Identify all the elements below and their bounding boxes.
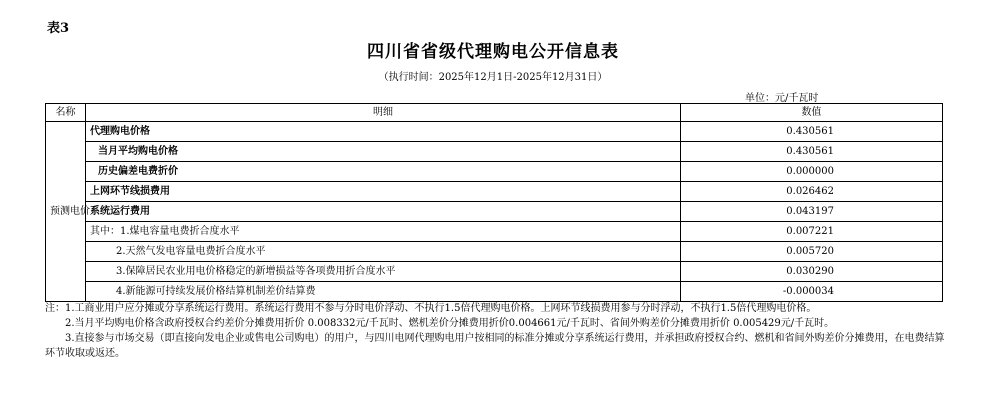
table-row: [46, 142, 943, 162]
table-row: [46, 202, 943, 222]
row-value: 0.430561: [681, 122, 943, 142]
row-value: 0.000000: [681, 162, 943, 182]
table-row: [46, 182, 943, 202]
note-3: 3.直接参与市场交易（即直接向发电企业或售电公司购电）的用户，与四川电网代理购电用户按相同的标准分摊或分享系统运行费用，并承担政府授权合约、燃机和省间外购差价分摊费用，在电费结算环节收取或返还。: [45, 333, 945, 359]
note-2: 2.当月平均购电价格含政府授权合约差价分摊费用折价 0.008332元/千瓦时、燃机差价分摊费用折价0.004661元/千瓦时、省间外购差价分摊费用折价 0.005429元/千瓦时。: [65, 318, 835, 329]
unit-label: 单位：元/千瓦时: [745, 93, 819, 104]
row-value: 0.026462: [681, 182, 943, 202]
row-label: 3.保障居民农业用电价格稳定的新增损益等各项费用折合度水平: [86, 262, 681, 282]
page-title: 四川省省级代理购电公开信息表: [367, 42, 619, 62]
table-row: [46, 282, 943, 302]
table-row: [46, 242, 943, 262]
group-label: 预测电价: [46, 122, 86, 302]
row-label: 4.新能源可持续发展价格结算机制差价结算费: [86, 282, 681, 302]
table-row: [46, 122, 943, 142]
table-number: 表3: [47, 21, 70, 36]
price-table: [45, 103, 943, 302]
row-value: -0.000034: [681, 282, 943, 302]
row-label: 当月平均购电价格: [86, 142, 681, 162]
execution-period: （执行时间：2025年12月1日-2025年12月31日）: [378, 72, 608, 83]
row-label: 代理购电价格: [86, 122, 681, 142]
table-header-row: [46, 104, 943, 122]
row-value: 0.007221: [681, 222, 943, 242]
header-name: 名称: [46, 104, 86, 122]
row-value: 0.005720: [681, 242, 943, 262]
header-detail: 明细: [86, 104, 681, 122]
row-label: 2.天然气发电容量电费折合度水平: [86, 242, 681, 262]
header-value: 数值: [681, 104, 943, 122]
table-row: [46, 262, 943, 282]
note-1: 注：1.工商业用户应分摊或分享系统运行费用。系统运行费用不参与分时电价浮动、不执行1.5倍代理购电价格。上网环节线损费用参与分时浮动，不执行1.5倍代理购电价格。: [45, 303, 817, 314]
table-row: [46, 222, 943, 242]
row-label: 上网环节线损费用: [86, 182, 681, 202]
row-label: 历史偏差电费折价: [86, 162, 681, 182]
row-value: 0.430561: [681, 142, 943, 162]
row-value: 0.043197: [681, 202, 943, 222]
row-value: 0.030290: [681, 262, 943, 282]
table-row: [46, 162, 943, 182]
row-label: 其中：1.煤电容量电费折合度水平: [86, 222, 681, 242]
footnotes: [45, 301, 945, 361]
row-label: 系统运行费用: [86, 202, 681, 222]
